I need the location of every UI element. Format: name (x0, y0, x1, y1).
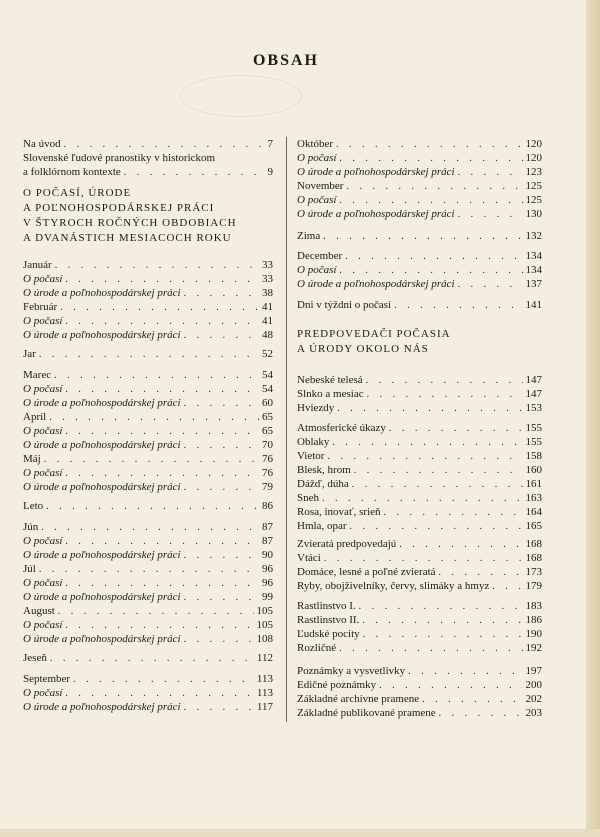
toc-entry[interactable] (297, 641, 542, 655)
toc-entry-page: 86 (262, 500, 273, 512)
toc-entry-label: Rosa, inovať, srieň (297, 506, 381, 518)
toc-entry[interactable] (297, 435, 542, 449)
leader-dots (39, 348, 259, 362)
toc-entry[interactable] (23, 534, 273, 548)
toc-entry[interactable] (23, 314, 273, 328)
toc-entry-page: 130 (525, 208, 542, 220)
toc-entry[interactable] (23, 368, 273, 382)
toc-entry-label: Hmla, opar (297, 520, 347, 532)
leader-dots (65, 577, 259, 591)
toc-entry-label: Rozličné (297, 642, 337, 654)
toc-entry-page: 147 (525, 388, 542, 400)
toc-entry-label: September (23, 673, 71, 685)
toc-entry-label: O počasí (23, 273, 63, 285)
leader-dots (65, 687, 253, 701)
leader-dots (422, 693, 522, 707)
leader-dots (362, 614, 522, 628)
toc-entry-page: 125 (525, 180, 542, 192)
toc-entry[interactable] (297, 627, 542, 641)
toc-entry[interactable] (23, 618, 273, 632)
toc-entry[interactable] (297, 277, 542, 291)
toc-entry-label: Vtáci (297, 552, 321, 564)
toc-entry-label: Dni v týždni o počasí (297, 299, 392, 311)
toc-entry-page: 155 (525, 436, 542, 448)
toc-entry-page: 117 (256, 701, 273, 713)
toc-entry-page: 192 (525, 642, 542, 654)
section-heading-line: A ÚRODY OKOLO NÁS (297, 343, 429, 355)
section-heading-line: V ŠTYROCH ROČNÝCH OBDOBIACH (23, 217, 237, 229)
leader-dots (124, 166, 265, 180)
toc-entry-page: 105 (256, 605, 273, 617)
toc-entry-label: O úrode a poľnohospodárskej práci (23, 439, 181, 451)
toc-entry-page: 132 (525, 230, 542, 242)
toc-entry-label: Poznámky a vysvetlivky (297, 665, 406, 677)
toc-entry[interactable] (23, 686, 273, 700)
toc-entry[interactable] (23, 672, 273, 686)
toc-entry-page: 33 (262, 259, 273, 271)
toc-entry-intro[interactable] (23, 137, 273, 151)
toc-entry-page: 160 (525, 464, 542, 476)
column-divider (286, 137, 287, 722)
leader-dots (336, 138, 522, 152)
toc-entry-label: Slnko a mesiac (297, 388, 364, 400)
leader-dots (55, 259, 259, 273)
leader-dots (337, 402, 522, 416)
toc-entry[interactable] (297, 579, 542, 593)
toc-entry-page: 60 (262, 397, 273, 409)
leader-dots (184, 633, 254, 647)
toc-entry-page: 76 (262, 467, 273, 479)
leader-dots (58, 605, 254, 619)
toc-entry-label: Február (23, 301, 58, 313)
leader-dots (339, 194, 522, 208)
toc-entry-page: 163 (525, 492, 542, 504)
toc-entry[interactable] (23, 300, 273, 314)
toc-entry[interactable] (23, 576, 273, 590)
leader-dots (366, 374, 523, 388)
toc-entry-label: Jún (23, 521, 39, 533)
toc-entry-label: Blesk, hrom (297, 464, 351, 476)
toc-entry[interactable] (23, 466, 273, 480)
toc-entry-label: Jeseň (23, 652, 47, 664)
toc-entry-label: O počasí (297, 264, 337, 276)
toc-entry-page: 173 (525, 566, 542, 578)
toc-entry-page: 33 (262, 273, 273, 285)
toc-entry[interactable] (23, 562, 273, 576)
leader-dots (339, 152, 522, 166)
toc-entry[interactable] (297, 229, 542, 243)
ornament-bleed-through (180, 75, 302, 117)
leader-dots (184, 397, 259, 411)
toc-entry-page: 65 (262, 411, 273, 423)
toc-entry-page: 125 (525, 194, 542, 206)
toc-entry-label: O úrode a poľnohospodárskej práci (23, 701, 181, 713)
leader-dots (379, 679, 522, 693)
toc-entry[interactable] (297, 505, 542, 519)
toc-entry[interactable] (23, 286, 273, 300)
leader-dots (184, 549, 259, 563)
toc-entry-label: Marec (23, 369, 52, 381)
leader-dots (65, 619, 253, 633)
leader-dots (408, 665, 522, 679)
leader-dots (332, 436, 522, 450)
leader-dots (46, 500, 259, 514)
toc-entry[interactable] (23, 272, 273, 286)
toc-entry[interactable] (297, 401, 542, 415)
leader-dots (349, 520, 522, 534)
section-heading-line: PREDPOVEDAČI POČASIA (297, 328, 451, 340)
toc-entry[interactable] (297, 565, 542, 579)
toc-entry[interactable] (23, 700, 273, 714)
leader-dots (64, 138, 265, 152)
leader-dots (327, 450, 522, 464)
toc-entry-label: Oblaky (297, 436, 330, 448)
toc-entry[interactable] (297, 179, 542, 193)
leader-dots (458, 208, 523, 222)
toc-entry-page: 164 (525, 506, 542, 518)
leader-dots (65, 467, 259, 481)
leader-dots (39, 563, 259, 577)
toc-entry[interactable] (297, 387, 542, 401)
toc-entry[interactable] (23, 382, 273, 396)
toc-entry-label: Leto (23, 500, 44, 512)
toc-entry[interactable] (23, 347, 273, 361)
toc-entry[interactable] (23, 452, 273, 466)
toc-entry[interactable] (297, 298, 542, 312)
leader-dots (44, 453, 259, 467)
toc-entry[interactable] (297, 519, 542, 533)
toc-entry-label: Domáce, lesné a poľné zvieratá (297, 566, 436, 578)
toc-entry-page: 153 (525, 402, 542, 414)
toc-entry-page: 202 (525, 693, 542, 705)
toc-entry[interactable] (297, 477, 542, 491)
toc-entry-page: 203 (525, 707, 542, 719)
toc-entry-label: O počasí (23, 383, 63, 395)
toc-entry-label: Júl (23, 563, 36, 575)
toc-entry[interactable] (23, 499, 273, 513)
toc-entry-label: O počasí (23, 425, 63, 437)
toc-entry[interactable] (297, 706, 542, 720)
leader-dots (359, 600, 523, 614)
toc-entry[interactable] (23, 548, 273, 562)
toc-entry-page: 190 (525, 628, 542, 640)
page-title: OBSAH (252, 52, 319, 69)
toc-entry-label: Základné archívne pramene (297, 693, 420, 705)
toc-entry-page: 52 (262, 348, 273, 360)
toc-entry-page: 113 (256, 687, 273, 699)
toc-entry[interactable] (23, 424, 273, 438)
toc-entry[interactable] (23, 604, 273, 618)
toc-entry[interactable] (23, 480, 273, 494)
toc-entry[interactable] (23, 258, 273, 272)
toc-entry-page: 161 (525, 478, 542, 490)
toc-entry-label: December (297, 250, 343, 262)
toc-entry[interactable] (23, 396, 273, 410)
toc-entry-pranostiky[interactable] (23, 165, 273, 179)
toc-entry-page: 9 (267, 166, 273, 178)
toc-entry-label: O počasí (23, 687, 63, 699)
toc-entry[interactable] (23, 651, 273, 665)
toc-entry-page: 76 (262, 453, 273, 465)
toc-entry-label: Atmosferické úkazy (297, 422, 386, 434)
toc-entry-label: Máj (23, 453, 41, 465)
toc-entry-label: November (297, 180, 344, 192)
leader-dots (458, 278, 523, 292)
toc-entry-label: O počasí (23, 619, 63, 631)
toc-entry-label: O úrode a poľnohospodárskej práci (23, 633, 181, 645)
leader-dots (389, 422, 523, 436)
toc-entry-label: O počasí (23, 315, 63, 327)
toc-entry-page: 112 (256, 652, 273, 664)
leader-dots (49, 411, 259, 425)
toc-entry-page: 120 (525, 138, 542, 150)
leader-dots (184, 439, 259, 453)
toc-entry-page: 65 (262, 425, 273, 437)
toc-entry-label: Apríl (23, 411, 47, 423)
toc-entry-label: a folklórnom kontexte (23, 166, 121, 178)
toc-entry[interactable] (297, 449, 542, 463)
toc-entry-label: O úrode a poľnohospodárskej práci (23, 549, 181, 561)
toc-entry[interactable] (23, 520, 273, 534)
toc-entry-page: 155 (525, 422, 542, 434)
toc-entry-page: 158 (525, 450, 542, 462)
leader-dots (184, 701, 254, 715)
toc-entry[interactable] (297, 249, 542, 263)
leader-dots (384, 506, 523, 520)
toc-entry-page: 168 (525, 538, 542, 550)
toc-entry-page: 186 (525, 614, 542, 626)
leader-dots (65, 383, 259, 397)
leader-dots (73, 673, 254, 687)
page-edge (586, 0, 600, 837)
toc-entry-label: Hviezdy (297, 402, 335, 414)
toc-entry-label: Edičné poznámky (297, 679, 377, 691)
leader-dots (346, 180, 522, 194)
toc-entry[interactable] (23, 328, 273, 342)
leader-dots (345, 250, 522, 264)
toc-entry-label: O počasí (23, 535, 63, 547)
leader-dots (324, 552, 523, 566)
leader-dots (65, 425, 259, 439)
toc-entry-label: August (23, 605, 55, 617)
toc-entry-page: 54 (262, 383, 273, 395)
toc-entry-page: 7 (267, 138, 273, 150)
toc-entry[interactable] (297, 537, 542, 551)
toc-entry-page: 54 (262, 369, 273, 381)
toc-entry-page: 90 (262, 549, 273, 561)
page-bottom-edge (0, 829, 600, 837)
toc-entry-page: 79 (262, 481, 273, 493)
toc-entry[interactable] (297, 193, 542, 207)
toc-entry-label: O počasí (297, 152, 337, 164)
toc-entry-label: Vietor (297, 450, 325, 462)
toc-entry-label: Nebeské telesá (297, 374, 363, 386)
toc-entry-label: Ryby, obojživelníky, červy, slimáky a hmyz (297, 580, 490, 592)
leader-dots (439, 566, 523, 580)
leader-dots (50, 652, 254, 666)
toc-entry[interactable] (297, 463, 542, 477)
toc-entry-page: 48 (262, 329, 273, 341)
toc-entry-label: O počasí (23, 467, 63, 479)
toc-entry[interactable] (297, 678, 542, 692)
toc-entry-page: 70 (262, 439, 273, 451)
leader-dots (399, 538, 522, 552)
leader-dots (60, 301, 259, 315)
leader-dots (339, 642, 522, 656)
toc-entry-page: 123 (525, 166, 542, 178)
toc-entry-label: O úrode a poľnohospodárskej práci (297, 166, 455, 178)
leader-dots (354, 464, 523, 478)
toc-entry-label: O úrode a poľnohospodárskej práci (23, 481, 181, 493)
toc-entry-page: 96 (262, 577, 273, 589)
toc-entry-label: O úrode a poľnohospodárskej práci (297, 278, 455, 290)
toc-entry-page: 41 (262, 301, 273, 313)
toc-entry-label: Jar (23, 348, 36, 360)
toc-entry[interactable] (297, 421, 542, 435)
toc-entry-page: 134 (525, 264, 542, 276)
toc-entry-label: Zima (297, 230, 321, 242)
toc-entry-label: Rastlinstvo I. (297, 600, 356, 612)
toc-entry-page: 197 (525, 665, 542, 677)
toc-entry-page: 87 (262, 521, 273, 533)
toc-entry-page: 38 (262, 287, 273, 299)
toc-entry-label: Január (23, 259, 52, 271)
toc-entry-label: Rastlinstvo II. (297, 614, 360, 626)
leader-dots (339, 264, 522, 278)
leader-dots (322, 492, 523, 506)
toc-entry-pranostiky-line1[interactable]: Slovenské ľudové pranostiky v historickom (23, 152, 216, 164)
leader-dots (184, 591, 259, 605)
toc-entry-page: 137 (525, 278, 542, 290)
leader-dots (352, 478, 523, 492)
leader-dots (184, 481, 259, 495)
toc-entry-label: O počasí (297, 194, 337, 206)
toc-entry-page: 99 (262, 591, 273, 603)
leader-dots (439, 707, 523, 721)
toc-entry[interactable] (23, 590, 273, 604)
toc-entry-page: 108 (256, 633, 273, 645)
toc-entry-label: Na úvod (23, 138, 61, 150)
toc-entry-page: 134 (525, 250, 542, 262)
toc-entry[interactable] (297, 151, 542, 165)
toc-entry[interactable] (297, 551, 542, 565)
toc-entry-page: 96 (262, 563, 273, 575)
toc-entry-label: O počasí (23, 577, 63, 589)
toc-entry-page: 168 (525, 552, 542, 564)
toc-entry[interactable] (297, 207, 542, 221)
toc-entry[interactable] (297, 491, 542, 505)
leader-dots (65, 315, 259, 329)
leader-dots (184, 287, 259, 301)
toc-entry[interactable] (23, 632, 273, 646)
toc-entry-label: O úrode a poľnohospodárskej práci (297, 208, 455, 220)
toc-entry[interactable] (297, 165, 542, 179)
toc-entry[interactable] (297, 664, 542, 678)
toc-entry[interactable] (297, 137, 542, 151)
toc-entry-label: Dážď, dúha (297, 478, 349, 490)
leader-dots (323, 230, 522, 244)
toc-entry[interactable] (297, 692, 542, 706)
toc-entry-page: 179 (525, 580, 542, 592)
toc-entry-page: 141 (525, 299, 542, 311)
leader-dots (54, 369, 259, 383)
leader-dots (41, 521, 259, 535)
toc-entry-page: 165 (525, 520, 542, 532)
toc-entry-label: Základné publikované pramene (297, 707, 436, 719)
toc-entry-label: O úrode a poľnohospodárskej práci (23, 397, 181, 409)
leader-dots (65, 273, 259, 287)
toc-entry-page: 120 (525, 152, 542, 164)
toc-entry[interactable] (23, 410, 273, 424)
toc-entry-page: 87 (262, 535, 273, 547)
section-heading-line: A POĽNOHOSPODÁRSKEJ PRÁCI (23, 202, 215, 214)
toc-entry-page: 147 (525, 374, 542, 386)
leader-dots (65, 535, 259, 549)
leader-dots (394, 299, 522, 313)
leader-dots (363, 628, 523, 642)
leader-dots (367, 388, 523, 402)
toc-entry-page: 113 (256, 673, 273, 685)
toc-entry-label: O úrode a poľnohospodárskej práci (23, 287, 181, 299)
toc-entry-page: 200 (525, 679, 542, 691)
toc-entry-label: Zvieratá predpovedajú (297, 538, 397, 550)
leader-dots (492, 580, 522, 594)
toc-entry-label: O úrode a poľnohospodárskej práci (23, 329, 181, 341)
toc-entry[interactable] (297, 263, 542, 277)
toc-entry[interactable] (297, 613, 542, 627)
leader-dots (184, 329, 259, 343)
toc-entry-label: Október (297, 138, 334, 150)
toc-entry-label: O úrode a poľnohospodárskej práci (23, 591, 181, 603)
toc-entry[interactable] (297, 373, 542, 387)
toc-entry-page: 105 (256, 619, 273, 631)
leader-dots (458, 166, 523, 180)
toc-entry-label: Sneh (297, 492, 319, 504)
toc-entry[interactable] (297, 599, 542, 613)
toc-entry-label: Ľudské pocity (297, 628, 360, 640)
section-heading-line: A DVANÁSTICH MESIACOCH ROKU (23, 232, 232, 244)
section-heading-line: O POČASÍ, ÚRODE (23, 187, 132, 199)
toc-entry-page: 41 (262, 315, 273, 327)
toc-entry[interactable] (23, 438, 273, 452)
toc-entry-page: 183 (525, 600, 542, 612)
